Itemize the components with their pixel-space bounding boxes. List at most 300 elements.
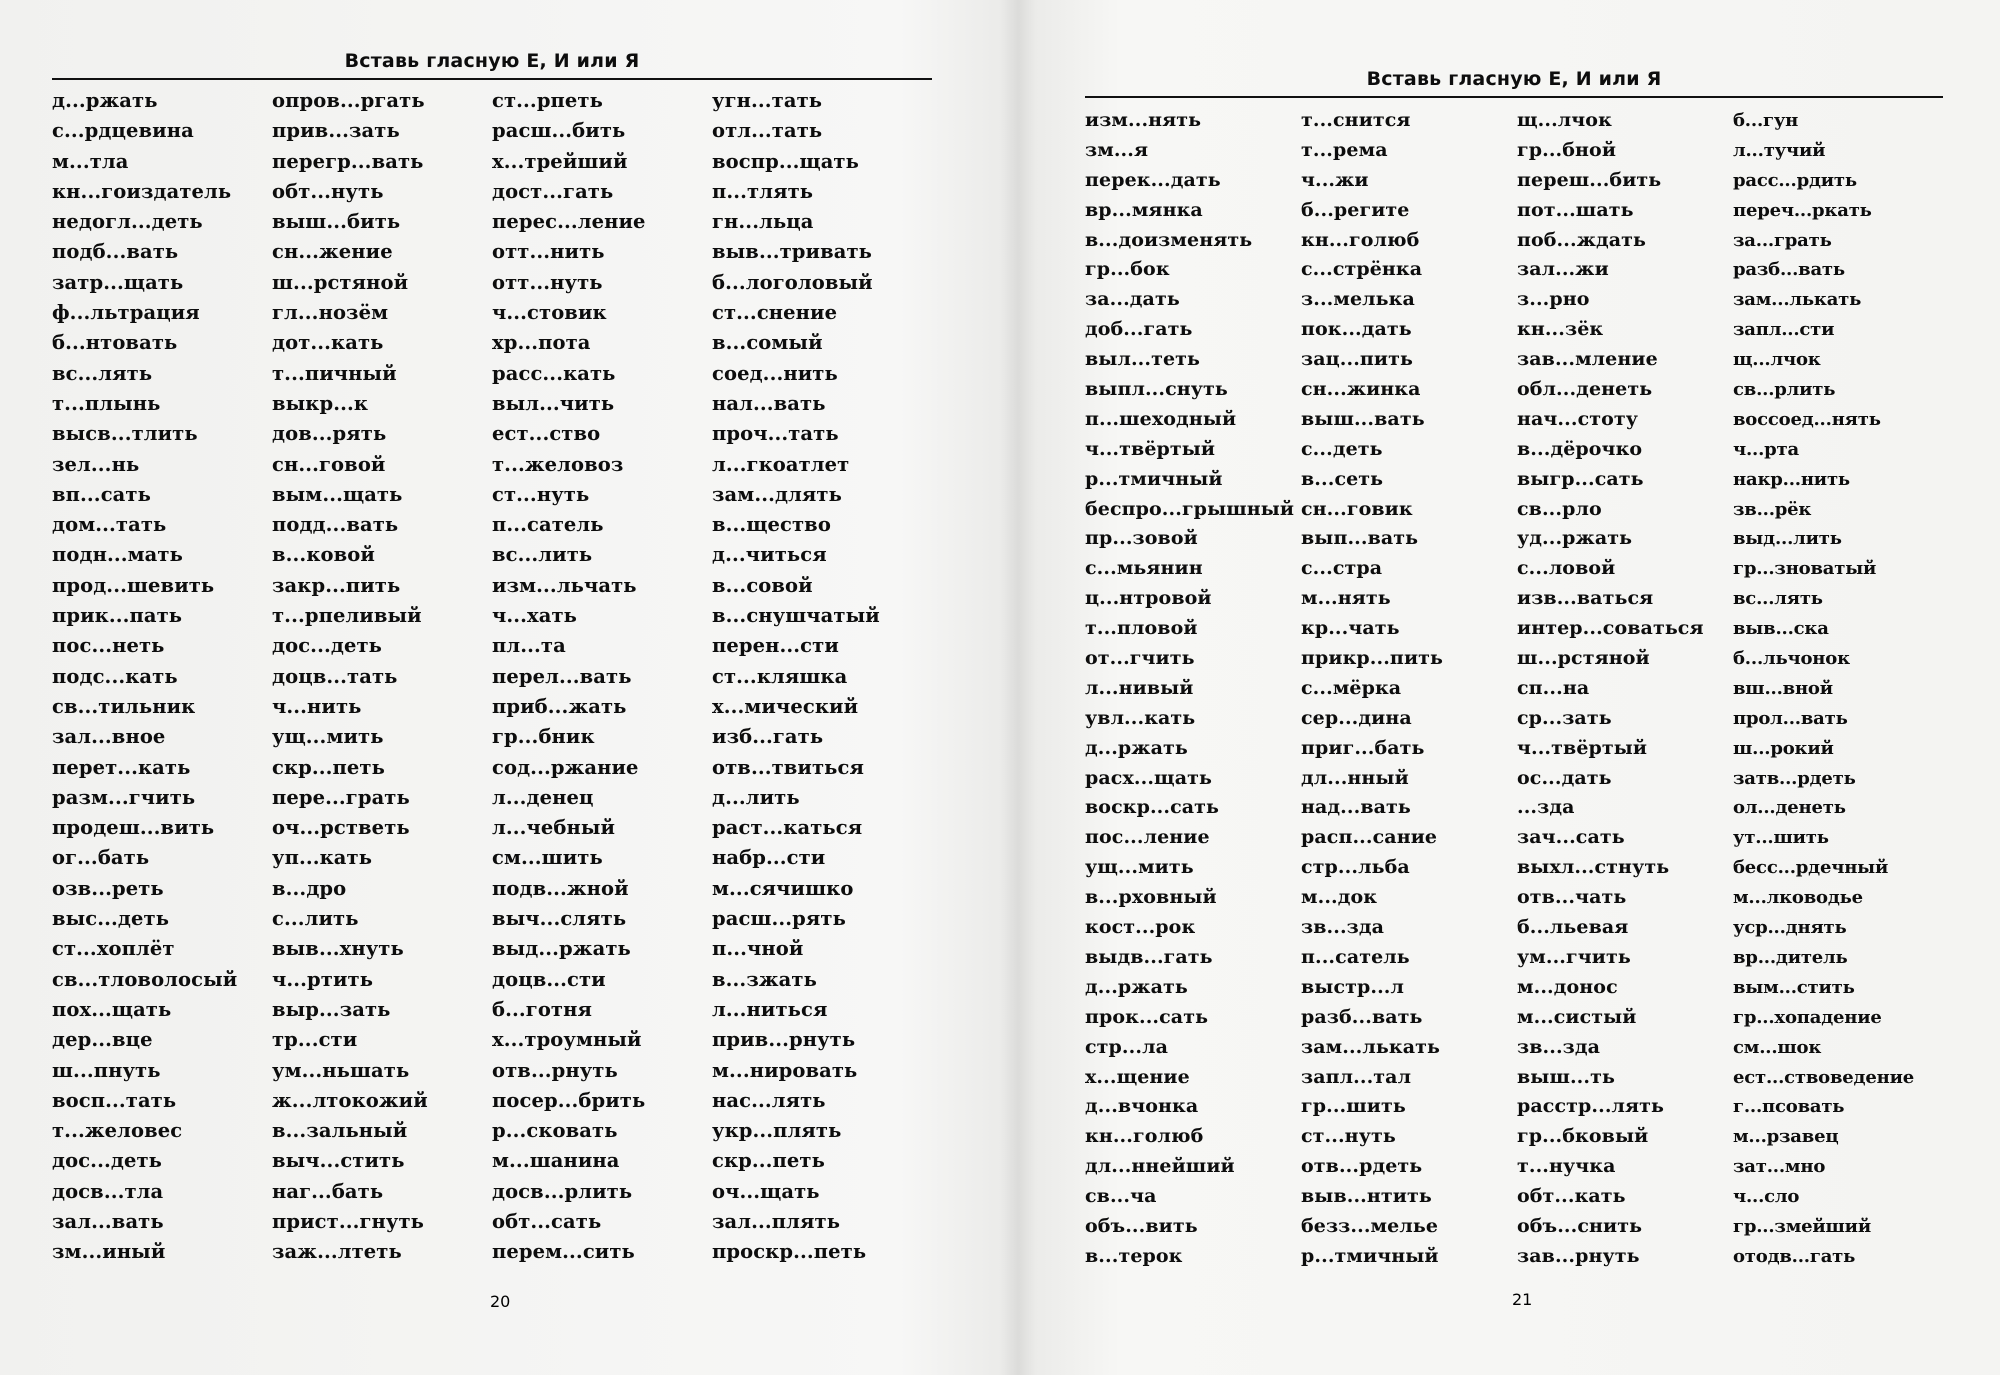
exercise-word: обт...сать: [492, 1209, 602, 1233]
exercise-word: т...желовес: [52, 1119, 183, 1143]
exercise-word: сн...жинка: [1301, 378, 1421, 401]
exercise-word: выв...нтить: [1301, 1185, 1432, 1208]
exercise-word: св...рлить: [1733, 379, 1836, 401]
exercise-word: зач...сать: [1517, 826, 1625, 849]
exercise-word: выл...теть: [1085, 348, 1201, 371]
exercise-word: тр...сти: [272, 1028, 358, 1052]
exercise-word: б...регите: [1301, 198, 1410, 221]
exercise-word: р...сковать: [492, 1119, 618, 1143]
right-page: [1085, 68, 1945, 1272]
exercise-word: изм...льчать: [492, 573, 637, 597]
exercise-word: п...чной: [712, 937, 804, 961]
exercise-word: ст...кляшка: [712, 664, 848, 688]
exercise-word: ог...бать: [52, 846, 150, 870]
exercise-word: подс...кать: [52, 664, 178, 688]
exercise-word: отв...рнуть: [492, 1058, 618, 1082]
exercise-word: кн...голюб: [1301, 228, 1420, 251]
exercise-word: прив...рнуть: [712, 1028, 856, 1052]
exercise-word: вым...стить: [1733, 976, 1855, 998]
exercise-word: скр...петь: [712, 1149, 825, 1173]
exercise-word: кн...зёк: [1517, 318, 1604, 341]
exercise-word: изв...ваться: [1517, 587, 1654, 610]
exercise-word: гл...нозём: [272, 301, 389, 325]
exercise-word: б...льчонок: [1733, 648, 1850, 670]
exercise-word: зав...рнуть: [1517, 1244, 1640, 1267]
exercise-word: объ...снить: [1517, 1214, 1643, 1237]
exercise-word: дом...тать: [52, 513, 167, 537]
exercise-word: л...чебный: [492, 816, 616, 840]
exercise-word: укр...плять: [712, 1119, 842, 1143]
exercise-word: переч...ркать: [1733, 199, 1872, 221]
exercise-word: ущ...мить: [272, 725, 384, 749]
exercise-word: накр...нить: [1733, 468, 1850, 490]
exercise-word: подд...вать: [272, 513, 399, 537]
exercise-word: увл...кать: [1085, 706, 1196, 729]
exercise-word: закр...пить: [272, 573, 401, 597]
exercise-word: ущ...мить: [1085, 856, 1194, 879]
exercise-word: дл...нный: [1301, 766, 1409, 789]
exercise-word: кост...рок: [1085, 916, 1196, 939]
exercise-word: заж...лтеть: [272, 1240, 402, 1264]
exercise-word: д...лить: [712, 785, 800, 809]
exercise-word: уп...кать: [272, 846, 373, 870]
exercise-word: т...желовоз: [492, 452, 624, 476]
exercise-word: л...тучий: [1733, 139, 1826, 161]
exercise-word: ум...гчить: [1517, 945, 1631, 968]
exercise-word: нач...стоту: [1517, 407, 1639, 430]
exercise-word: досв...рлить: [492, 1179, 633, 1203]
exercise-word: в...ковой: [272, 543, 375, 567]
exercise-word: обт...нуть: [272, 179, 384, 203]
exercise-word: р...тмичный: [1301, 1244, 1439, 1267]
exercise-word: в...терок: [1085, 1244, 1183, 1267]
exercise-word: г...псовать: [1733, 1096, 1845, 1118]
exercise-word: дот...кать: [272, 331, 384, 355]
exercise-word: гр...бник: [492, 725, 595, 749]
exercise-word: продеш...вить: [52, 816, 215, 840]
exercise-word: расш...рять: [712, 907, 846, 931]
exercise-word: вым...щать: [272, 482, 403, 506]
exercise-word: зав...мление: [1517, 348, 1658, 371]
exercise-word: х...трейший: [492, 149, 628, 173]
exercise-word: вс...лить: [492, 543, 593, 567]
exercise-word: м...док: [1301, 886, 1378, 909]
exercise-word: б...льевая: [1517, 916, 1629, 939]
exercise-word: зв...рёк: [1733, 498, 1812, 520]
exercise-word: отл...тать: [712, 119, 823, 143]
exercise-word: ч...твёртый: [1085, 437, 1216, 460]
exercise-word: расс...рдить: [1733, 169, 1857, 191]
exercise-word: посер...брить: [492, 1088, 646, 1112]
exercise-word: стр...льба: [1301, 856, 1410, 879]
exercise-word: гр...бок: [1085, 258, 1170, 281]
exercise-word: пох...щать: [52, 997, 172, 1021]
exercise-word: м...лководье: [1733, 887, 1863, 909]
exercise-word: изм...нять: [1085, 109, 1202, 131]
exercise-word: ест...ствоведение: [1733, 1066, 1914, 1088]
exercise-word: перет...кать: [52, 755, 191, 779]
exercise-word: п...сатель: [1301, 945, 1410, 968]
exercise-word: выдв...гать: [1085, 945, 1213, 968]
exercise-word: высв...тлить: [52, 422, 198, 446]
exercise-word: т...нучка: [1517, 1155, 1616, 1178]
exercise-word: дост...гать: [492, 179, 614, 203]
exercise-word: соед...нить: [712, 361, 838, 385]
exercise-word: прод...шевить: [52, 573, 215, 597]
exercise-word: ч...ртить: [272, 967, 374, 991]
exercise-word: пок...дать: [1301, 318, 1412, 341]
exercise-word: расх...щать: [1085, 766, 1212, 789]
exercise-word: л...нивый: [1085, 676, 1194, 699]
exercise-word: стр...ла: [1085, 1035, 1168, 1058]
exercise-word: перел...вать: [492, 664, 632, 688]
exercise-word: см...шок: [1733, 1036, 1822, 1058]
exercise-word: за...грать: [1733, 229, 1832, 251]
exercise-word: выстр...л: [1301, 975, 1405, 998]
exercise-word: пл...та: [492, 634, 566, 658]
exercise-word: перек...дать: [1085, 168, 1221, 191]
exercise-word: недогл...деть: [52, 210, 203, 234]
exercise-word: расс...кать: [492, 361, 616, 385]
exercise-word: дос...деть: [272, 634, 382, 658]
exercise-word: кн...голюб: [1085, 1125, 1204, 1148]
exercise-word: разб...вать: [1733, 259, 1845, 281]
exercise-word: ф...льтрация: [52, 301, 200, 325]
exercise-word: б...гун: [1733, 110, 1799, 131]
exercise-word: затр...щать: [52, 270, 184, 294]
exercise-word: объ...вить: [1085, 1214, 1198, 1237]
exercise-word: ж...лтокожий: [272, 1088, 428, 1112]
exercise-word: в...щество: [712, 513, 831, 537]
exercise-word: пр...зовой: [1085, 527, 1198, 550]
exercise-word: сн...говик: [1301, 497, 1413, 520]
exercise-word: в...доизменять: [1085, 228, 1253, 251]
exercise-word: вр...мянка: [1085, 198, 1203, 221]
exercise-word: см...шить: [492, 846, 603, 870]
exercise-word: пот...шать: [1517, 198, 1634, 221]
exercise-word: д...ржать: [1085, 975, 1188, 998]
exercise-word: т...рема: [1301, 138, 1388, 161]
exercise-word: зв...зда: [1517, 1035, 1601, 1058]
exercise-word: ст...нуть: [1301, 1125, 1396, 1148]
exercise-word: т...плынь: [52, 391, 161, 415]
exercise-word: м...шанина: [492, 1149, 620, 1173]
exercise-word: ч...стовик: [492, 301, 607, 325]
exercise-word: р...тмичный: [1085, 467, 1223, 490]
exercise-word: т...пловой: [1085, 617, 1198, 640]
exercise-word: выс...деть: [52, 907, 170, 931]
exercise-word: за...дать: [1085, 288, 1180, 311]
word-column: [1733, 106, 1933, 1272]
exercise-word: сн...жение: [272, 240, 393, 264]
exercise-word: св...рло: [1517, 497, 1602, 520]
exercise-word: сер...дина: [1301, 706, 1412, 729]
exercise-word: воссоед...нять: [1733, 408, 1881, 430]
exercise-word: досв...тла: [52, 1179, 164, 1203]
exercise-word: проч...тать: [712, 422, 839, 446]
exercise-word: в...сомый: [712, 331, 823, 355]
exercise-word: п...тлять: [712, 179, 814, 203]
exercise-word: отт...нить: [492, 240, 605, 264]
exercise-word: т...снится: [1301, 109, 1411, 131]
exercise-word: л...ниться: [712, 997, 828, 1021]
exercise-word: отв...твиться: [712, 755, 864, 779]
exercise-word: ут...шить: [1733, 827, 1829, 849]
exercise-word: м...тла: [52, 149, 129, 173]
exercise-word: д...читься: [712, 543, 827, 567]
exercise-word: с...стра: [1301, 557, 1383, 580]
exercise-word: в...рховный: [1085, 886, 1217, 909]
exercise-word: выгр...сать: [1517, 467, 1644, 490]
exercise-word: вып...вать: [1301, 527, 1419, 550]
exercise-word: выв...хнуть: [272, 937, 404, 961]
exercise-word: с...рдцевина: [52, 119, 194, 143]
exercise-word: обл...денеть: [1517, 378, 1653, 401]
exercise-word: в...совой: [712, 573, 813, 597]
exercise-word: оч...щать: [712, 1179, 820, 1203]
exercise-word: ч...жи: [1301, 168, 1369, 191]
exercise-word: зв...зда: [1301, 916, 1385, 939]
exercise-word: выш...ть: [1517, 1065, 1615, 1088]
exercise-word: оч...рстветь: [272, 816, 410, 840]
exercise-word: дер...вце: [52, 1028, 153, 1052]
exercise-word: пере...грать: [272, 785, 410, 809]
exercise-word: св...ча: [1085, 1185, 1157, 1208]
exercise-word: изб...гать: [712, 725, 824, 749]
exercise-word: дос...деть: [52, 1149, 162, 1173]
exercise-word: приб...жать: [492, 694, 627, 718]
exercise-word: ш...пнуть: [52, 1058, 161, 1082]
exercise-word: з...мелька: [1301, 288, 1415, 311]
exercise-word: озв...реть: [52, 876, 164, 900]
exercise-word: прик...пать: [52, 604, 183, 628]
exercise-word: безз...мелье: [1301, 1214, 1439, 1237]
exercise-word: нал...вать: [712, 391, 826, 415]
exercise-word: доб...гать: [1085, 318, 1193, 341]
exercise-word: от...гчить: [1085, 647, 1195, 670]
exercise-word: доцв...сти: [492, 967, 606, 991]
exercise-word: перем...сить: [492, 1240, 635, 1264]
exercise-word: зам...лькать: [1301, 1035, 1440, 1058]
exercise-word: гр...змейший: [1733, 1215, 1871, 1237]
exercise-word: св...тловолосый: [52, 967, 238, 991]
exercise-word: щ...лчок: [1517, 109, 1612, 131]
book-gutter: [1000, 0, 1036, 1375]
exercise-word: в...зальный: [272, 1119, 408, 1143]
exercise-word: гр...шить: [1301, 1095, 1406, 1118]
exercise-word: сод...ржание: [492, 755, 639, 779]
exercise-word: расш...бить: [492, 119, 626, 143]
exercise-word: ест...ство: [492, 422, 601, 446]
exercise-word: проскр...петь: [712, 1240, 867, 1264]
exercise-word: ч...хать: [492, 604, 578, 628]
exercise-word: зат...мно: [1733, 1156, 1826, 1178]
exercise-word: расп...сание: [1301, 826, 1438, 849]
exercise-word: сп...на: [1517, 676, 1590, 699]
exercise-word: ол...денеть: [1733, 797, 1846, 819]
exercise-word: выпл...снуть: [1085, 378, 1228, 401]
exercise-word: уср...днять: [1733, 917, 1847, 939]
exercise-word: с...мёрка: [1301, 676, 1402, 699]
exercise-word: отв...рдеть: [1301, 1155, 1423, 1178]
exercise-word: опров...ргать: [272, 89, 425, 112]
exercise-word: запл...сти: [1733, 319, 1835, 341]
exercise-word: затв...рдеть: [1733, 767, 1856, 789]
left-page: [52, 50, 938, 1268]
exercise-word: ч...нить: [272, 694, 362, 718]
word-columns: [1085, 106, 1945, 1272]
exercise-word: зм...иный: [52, 1240, 166, 1264]
word-column: [1301, 106, 1517, 1272]
exercise-word: над...вать: [1301, 796, 1411, 819]
exercise-word: выв...ска: [1733, 618, 1829, 640]
word-column: [1517, 106, 1733, 1272]
exercise-word: выр...зать: [272, 997, 391, 1021]
exercise-word: пос...неть: [52, 634, 165, 658]
exercise-word: гр...бной: [1517, 138, 1617, 161]
exercise-word: т...пичный: [272, 361, 397, 385]
exercise-word: м...нять: [1301, 587, 1391, 610]
exercise-word: выш...бить: [272, 210, 401, 234]
exercise-word: набр...сти: [712, 846, 826, 870]
exercise-word: прол...вать: [1733, 707, 1848, 729]
exercise-word: отт...нуть: [492, 270, 603, 294]
word-column: [712, 86, 938, 1268]
exercise-word: выч...стить: [272, 1149, 405, 1173]
exercise-word: ш...рокий: [1733, 737, 1834, 759]
exercise-word: приг...бать: [1301, 736, 1425, 759]
exercise-word: прок...сать: [1085, 1005, 1209, 1028]
exercise-word: ц...нтровой: [1085, 587, 1212, 610]
exercise-word: перес...ление: [492, 210, 646, 234]
exercise-word: д...вчонка: [1085, 1095, 1199, 1118]
exercise-word: выш...вать: [1301, 407, 1425, 430]
exercise-word: отв...чать: [1517, 886, 1627, 909]
exercise-word: беспро...грышный: [1085, 497, 1295, 520]
page-title: Вставь гласную Е, И или Я: [52, 50, 932, 80]
exercise-word: гр...хопадение: [1733, 1006, 1882, 1028]
exercise-word: подн...мать: [52, 543, 183, 567]
exercise-word: в...дёрочко: [1517, 437, 1643, 460]
exercise-word: гр...бковый: [1517, 1125, 1649, 1148]
exercise-word: переш...бить: [1517, 168, 1662, 191]
exercise-word: с...стрёнка: [1301, 258, 1423, 281]
page-number: 21: [1512, 1290, 1533, 1309]
exercise-word: выкр...к: [272, 391, 369, 415]
exercise-word: вш...вной: [1733, 677, 1833, 699]
exercise-word: зам...лькать: [1733, 289, 1862, 311]
word-columns: [52, 86, 938, 1268]
exercise-word: обт...кать: [1517, 1185, 1626, 1208]
exercise-word: поб...ждать: [1517, 228, 1647, 251]
exercise-word: м...рзавец: [1733, 1126, 1839, 1148]
exercise-word: в...дро: [272, 876, 347, 900]
exercise-word: перен...сти: [712, 634, 839, 658]
exercise-word: зел...нь: [52, 452, 140, 476]
exercise-word: разм...гчить: [52, 785, 196, 809]
exercise-word: зац...пить: [1301, 348, 1413, 371]
exercise-word: зал...вное: [52, 725, 166, 749]
exercise-word: выд...лить: [1733, 528, 1842, 550]
exercise-word: разб...вать: [1301, 1005, 1423, 1028]
exercise-word: с...деть: [1301, 437, 1383, 460]
exercise-word: щ...лчок: [1733, 349, 1821, 371]
exercise-word: уд...ржать: [1517, 527, 1633, 550]
exercise-word: ст...хоплёт: [52, 937, 175, 961]
exercise-word: выхл...стнуть: [1517, 856, 1670, 879]
exercise-word: ст...снение: [712, 301, 838, 325]
exercise-word: доцв...тать: [272, 664, 398, 688]
page-title: Вставь гласную Е, И или Я: [1085, 68, 1943, 98]
exercise-word: кн...гоиздатель: [52, 179, 232, 203]
exercise-word: выд...ржать: [492, 937, 631, 961]
exercise-word: кр...чать: [1301, 617, 1400, 640]
exercise-word: ш...рстяной: [272, 270, 409, 294]
exercise-word: зал...вать: [52, 1209, 164, 1233]
exercise-word: м...нировать: [712, 1058, 858, 1082]
exercise-word: ос...дать: [1517, 766, 1612, 789]
exercise-word: пос...ление: [1085, 826, 1210, 849]
exercise-word: нас...лять: [712, 1088, 826, 1112]
exercise-word: хр...пота: [492, 331, 591, 355]
exercise-word: п...сатель: [492, 513, 604, 537]
exercise-word: с...мьянин: [1085, 557, 1203, 580]
exercise-word: прист...гнуть: [272, 1209, 425, 1233]
exercise-word: восп...тать: [52, 1088, 177, 1112]
exercise-word: скр...петь: [272, 755, 385, 779]
exercise-word: воспр...щать: [712, 149, 859, 173]
exercise-word: с...лить: [272, 907, 359, 931]
exercise-word: бесс...рдечный: [1733, 857, 1889, 879]
exercise-word: наг...бать: [272, 1179, 384, 1203]
exercise-word: отодв...гать: [1733, 1245, 1856, 1267]
exercise-word: сн...говой: [272, 452, 386, 476]
exercise-word: воскр...сать: [1085, 796, 1220, 819]
exercise-word: ум...ньшать: [272, 1058, 410, 1082]
exercise-word: м...сячишко: [712, 876, 854, 900]
exercise-word: х...мический: [712, 694, 859, 718]
word-column: [492, 86, 712, 1268]
exercise-word: б...нтовать: [52, 331, 178, 355]
exercise-word: гр...зноватый: [1733, 558, 1877, 580]
exercise-word: вп...сать: [52, 482, 151, 506]
exercise-word: дов...рять: [272, 422, 387, 446]
exercise-word: л...денец: [492, 785, 594, 809]
exercise-word: расстр...лять: [1517, 1095, 1665, 1118]
exercise-word: б...логоловый: [712, 270, 873, 294]
exercise-word: с...ловой: [1517, 557, 1616, 580]
exercise-word: д...ржать: [52, 89, 158, 112]
exercise-word: зам...длять: [712, 482, 842, 506]
exercise-word: д...ржать: [1085, 736, 1188, 759]
exercise-word: раст...каться: [712, 816, 863, 840]
exercise-word: ...зда: [1517, 796, 1575, 819]
exercise-word: перегр...вать: [272, 149, 424, 173]
exercise-word: в...сеть: [1301, 467, 1384, 490]
exercise-word: вс...лять: [1733, 588, 1823, 610]
exercise-word: выл...чить: [492, 391, 615, 415]
exercise-word: вр...дитель: [1733, 946, 1848, 968]
exercise-word: ст...нуть: [492, 482, 590, 506]
exercise-word: зал...плять: [712, 1209, 841, 1233]
exercise-word: ш...рстяной: [1517, 647, 1650, 670]
exercise-word: ч...рта: [1733, 438, 1799, 460]
exercise-word: ср...зать: [1517, 706, 1612, 729]
exercise-word: в...зжать: [712, 967, 817, 991]
exercise-word: т...рпеливый: [272, 604, 422, 628]
exercise-word: гн...льца: [712, 210, 814, 234]
exercise-word: выв...тривать: [712, 240, 872, 264]
